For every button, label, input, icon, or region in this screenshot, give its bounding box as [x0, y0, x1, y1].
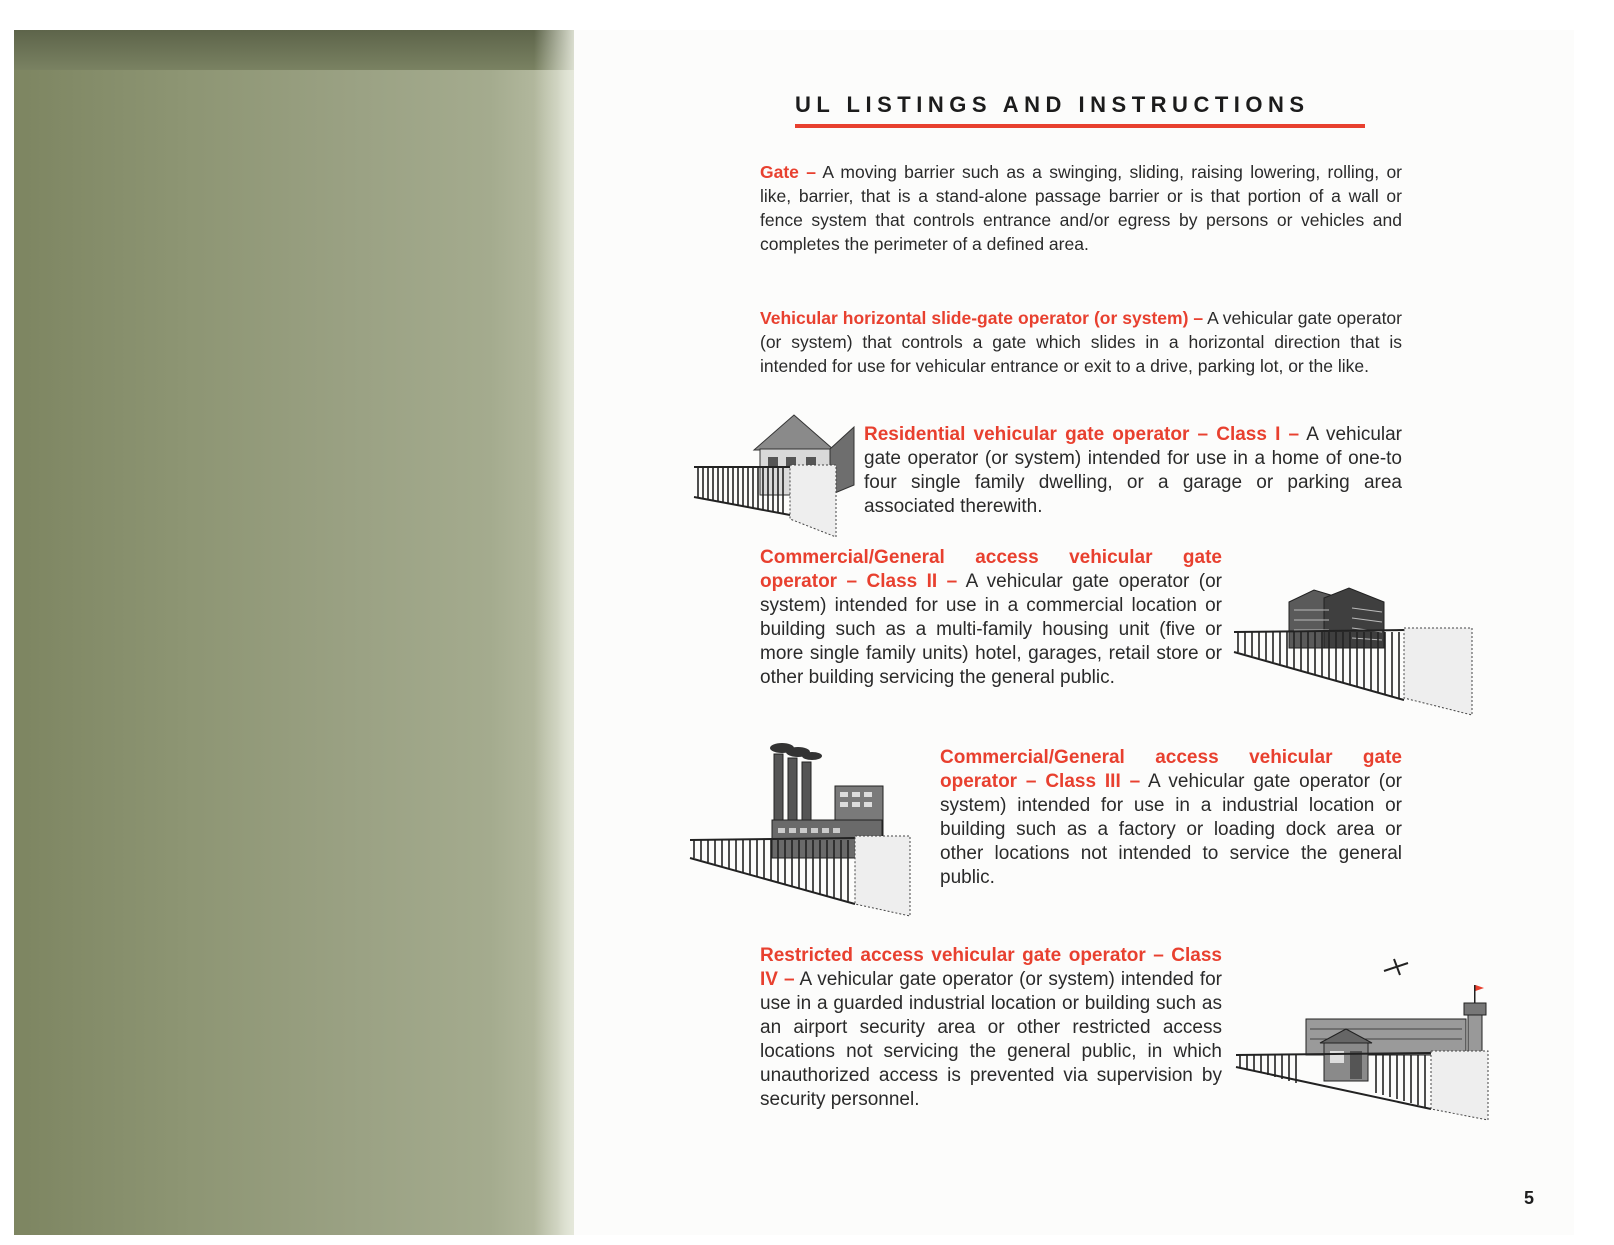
definition-term: Restricted access vehicular gate operator – Class IV – [760, 945, 1222, 990]
title-underline [795, 124, 1365, 128]
definition-class-1 [864, 423, 1402, 519]
definition-slide-gate-operator [760, 306, 1402, 378]
house-gate-illustration [694, 415, 858, 537]
definition-text: A vehicular gate operator (or system) intended for use in a guarded industrial location or building such as an airport security area or other restricted access locations not servicing the general public, in which unauthorized access is prevented via supervision by security personnel. [760, 969, 1222, 1110]
factory-gate-illustration [690, 740, 920, 916]
definition-class-4 [760, 944, 1222, 1112]
left-facing-page [14, 30, 574, 1235]
definition-term: Residential vehicular gate operator – Class I – [864, 424, 1300, 445]
definition-gate [760, 160, 1402, 256]
definition-text: A vehicular gate operator (or system) that controls a gate which slides in a horizontal direction that is intended for use for vehicular entrance or exit to a drive, parking lot, or the like. [760, 308, 1402, 376]
definition-term: Commercial/General access vehicular gate operator – Class III – [940, 747, 1402, 792]
definition-term: Vehicular horizontal slide-gate operator (or system) – [760, 308, 1204, 328]
definition-term: Commercial/General access vehicular gate operator – Class II – [760, 547, 1222, 592]
definition-text: A vehicular gate operator (or system) intended for use in a industrial location or building such as a factory or loading dock area or other locations not intended to service the general public. [940, 771, 1402, 888]
page-number: 5 [1524, 1188, 1535, 1208]
definition-class-3 [940, 746, 1402, 890]
page-title: UL LISTINGS AND INSTRUCTIONS [795, 92, 1310, 117]
airport-gate-illustration [1236, 955, 1492, 1120]
definition-text: A vehicular gate operator (or system) intended for use in a home of one-to four single family dwelling, or a garage or parking area associated therewith. [864, 424, 1403, 517]
definition-text: A vehicular gate operator (or system) intended for use in a commercial location or building such as a multi-family housing unit (five or more single family units) hotel, garages, retail store or other building servicing the general public. [760, 571, 1222, 688]
definition-term: Gate – [760, 162, 816, 182]
definition-text: A moving barrier such as a swinging, sliding, raising lowering, rolling, or like, barrier, that is a stand-alone passage barrier or is that portion of a wall or fence system that controls entrance and/or egress by persons or vehicles and completes the perimeter of a defined area. [760, 162, 1403, 254]
definition-class-2 [760, 546, 1222, 690]
left-page-edge [534, 30, 574, 1235]
apartment-gate-illustration [1234, 590, 1474, 715]
left-page-shadow-band [14, 30, 574, 70]
